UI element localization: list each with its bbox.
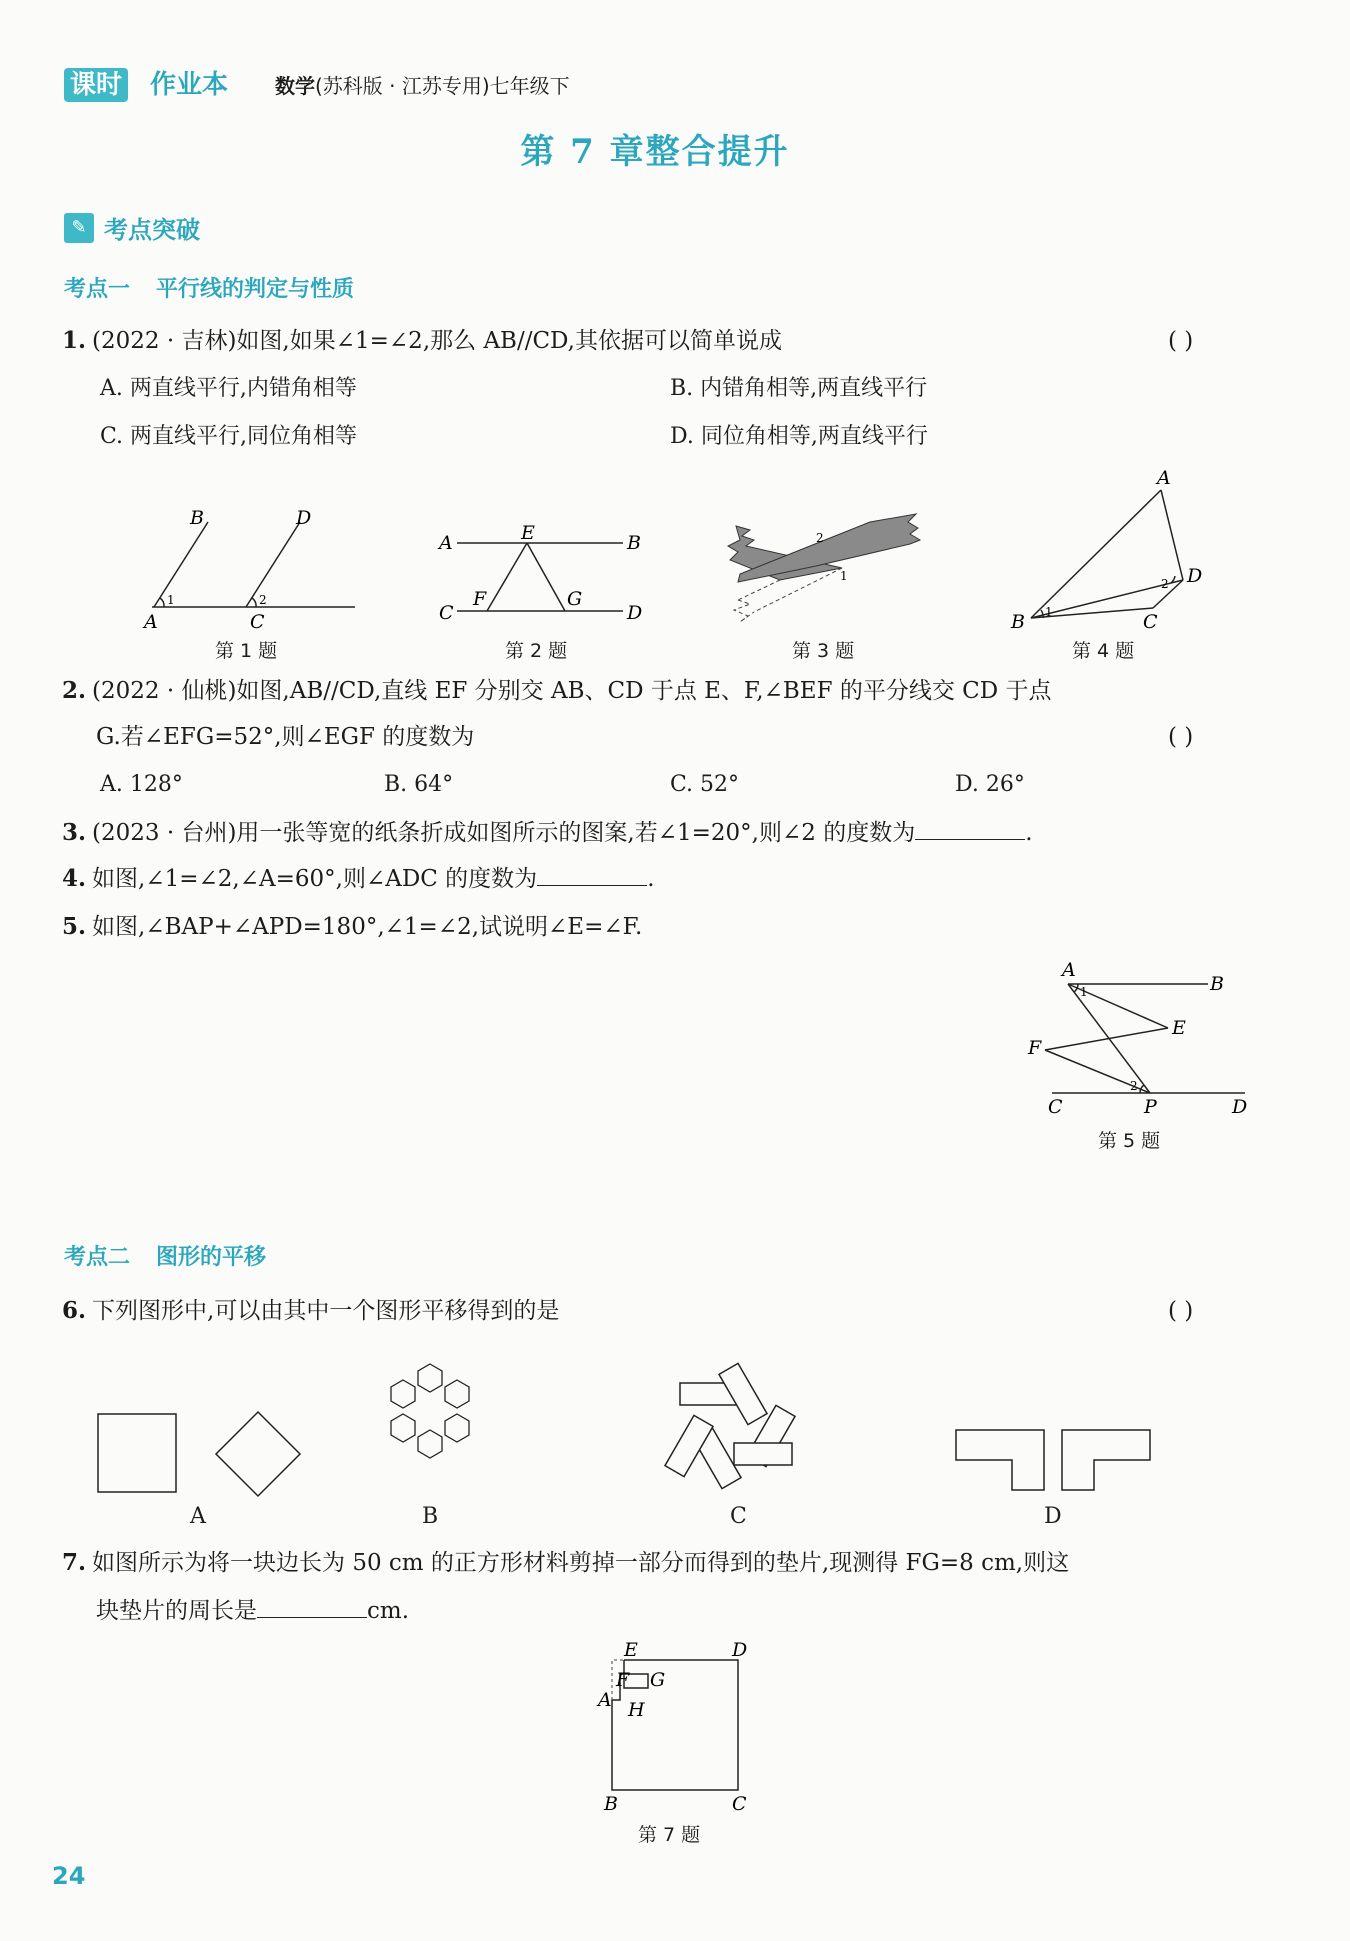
brand-logo: 课时	[64, 68, 128, 102]
option-b[interactable]: B. 64°	[384, 772, 454, 797]
label-p: P	[1144, 1096, 1157, 1118]
label-a: A	[144, 611, 158, 630]
question-7-cont	[96, 1594, 409, 1628]
figure-4	[1005, 468, 1220, 638]
topic-heading-1	[64, 272, 354, 303]
option-d[interactable]: D. 同位角相等,两直线平行	[670, 424, 928, 449]
option-a[interactable]: A. 128°	[100, 772, 183, 797]
label-d: D	[732, 1639, 748, 1661]
question-1	[62, 324, 782, 358]
caption-fig-5: 第 5 题	[1098, 1130, 1161, 1152]
caption-fig-4: 第 4 题	[1072, 640, 1135, 662]
question-3	[62, 816, 1033, 850]
option-label-a: A	[190, 1504, 206, 1529]
question-6	[62, 1294, 559, 1328]
angle-2: 2	[259, 593, 267, 607]
figure-6-b[interactable]	[375, 1360, 485, 1500]
label-c: C	[1048, 1096, 1063, 1118]
question-text: (2023 · 台州)用一张等宽的纸条折成如图所示的图案,若∠1=20°,则∠2 的度数为	[92, 820, 916, 846]
question-7	[62, 1546, 1069, 1580]
section-heading	[64, 210, 200, 245]
answer-paren-2[interactable]: ( )	[1168, 724, 1194, 750]
figure-7	[590, 1638, 760, 1818]
angle-1: 1	[840, 569, 848, 583]
figure-6-a[interactable]	[90, 1400, 310, 1510]
label-c: C	[732, 1793, 747, 1815]
brand-name: 作业本	[150, 70, 229, 100]
angle-1: 1	[167, 593, 175, 607]
label-c: C	[439, 602, 454, 624]
option-c[interactable]: C. 两直线平行,同位角相等	[100, 424, 358, 449]
option-c[interactable]: C. 52°	[670, 772, 740, 797]
caption-fig-7: 第 7 题	[638, 1824, 701, 1846]
figure-3	[720, 500, 930, 635]
option-label-b: B	[422, 1504, 439, 1529]
answer-paren-1[interactable]: ( )	[1168, 328, 1194, 354]
question-4	[62, 862, 655, 896]
subject-line	[275, 72, 570, 100]
topic-number: 考点二	[64, 1245, 131, 1270]
label-a: A	[1157, 468, 1171, 489]
figure-5	[1020, 958, 1260, 1118]
question-number: 1.	[62, 327, 87, 354]
label-c: C	[250, 611, 265, 630]
angle-1: 1	[1080, 985, 1088, 999]
answer-paren-6[interactable]: ( )	[1168, 1298, 1194, 1324]
label-h: H	[628, 1699, 645, 1721]
question-number: 5.	[62, 913, 87, 940]
label-d: D	[296, 507, 312, 529]
figure-6-c[interactable]	[660, 1345, 820, 1505]
angle-2: 2	[1130, 1079, 1138, 1093]
option-d[interactable]: D. 26°	[955, 772, 1025, 797]
question-number: 4.	[62, 865, 87, 892]
option-label-d: D	[1044, 1504, 1062, 1529]
answer-blank-3[interactable]	[915, 817, 1025, 840]
label-f: F	[473, 588, 487, 610]
caption-fig-2: 第 2 题	[505, 640, 568, 662]
question-text: 如图,∠1=∠2,∠A=60°,则∠ADC 的度数为	[92, 866, 538, 892]
angle-2: 2	[816, 531, 824, 545]
option-b[interactable]: B. 内错角相等,两直线平行	[670, 376, 928, 401]
label-d: D	[627, 602, 643, 624]
caption-fig-1: 第 1 题	[215, 640, 278, 662]
label-a: A	[1062, 959, 1076, 981]
figure-1	[140, 500, 370, 630]
label-e: E	[521, 522, 535, 544]
label-b: B	[190, 507, 204, 529]
label-c: C	[1143, 611, 1158, 633]
chapter-title: 第 7 章整合提升	[520, 132, 790, 172]
period: .	[1025, 820, 1033, 846]
label-e: E	[624, 1639, 638, 1661]
topic-name: 图形的平移	[156, 1245, 267, 1270]
angle-1: 1	[1045, 605, 1053, 619]
option-a[interactable]: A. 两直线平行,内错角相等	[100, 376, 357, 401]
question-number: 7.	[62, 1549, 87, 1576]
edition: (苏科版 · 江苏专用)七年级下	[315, 74, 570, 98]
label-a: A	[439, 532, 453, 554]
label-b: B	[1011, 611, 1025, 633]
question-text: 块垫片的周长是	[96, 1598, 257, 1624]
angle-2: 2	[1161, 577, 1169, 591]
label-g: G	[567, 588, 583, 610]
figure-6-d[interactable]	[950, 1420, 1170, 1500]
question-text: 如图所示为将一块边长为 50 cm 的正方形材料剪掉一部分而得到的垫片,现测得 FG=8 cm,则这	[92, 1550, 1070, 1576]
label-e: E	[1172, 1017, 1186, 1039]
label-f: F	[616, 1669, 630, 1691]
question-text: (2022 · 吉林)如图,如果∠1=∠2,那么 AB//CD,其依据可以简单说成	[92, 328, 782, 354]
answer-blank-7[interactable]	[257, 1595, 367, 1618]
label-d: D	[1187, 565, 1203, 587]
label-a: A	[598, 1689, 612, 1711]
label-g: G	[650, 1669, 666, 1691]
page-number: 24	[52, 1862, 86, 1890]
question-number: 2.	[62, 677, 87, 704]
topic-heading-2	[64, 1240, 266, 1271]
question-2	[62, 674, 1052, 708]
caption-fig-3: 第 3 题	[792, 640, 855, 662]
label-b: B	[1210, 973, 1224, 995]
label-f: F	[1028, 1037, 1042, 1059]
question-2-cont	[96, 720, 474, 754]
question-number: 6.	[62, 1297, 87, 1324]
label-b: B	[604, 1793, 618, 1815]
subject: 数学	[275, 74, 315, 98]
label-b: B	[627, 532, 641, 554]
pencil-icon: ✎	[64, 213, 94, 243]
period: .	[647, 866, 655, 892]
question-text: 如图,∠BAP+∠APD=180°,∠1=∠2,试说明∠E=∠F.	[92, 914, 643, 940]
unit-text: cm.	[367, 1598, 410, 1624]
question-text: 下列图形中,可以由其中一个图形平移得到的是	[92, 1298, 560, 1324]
section-label: 考点突破	[104, 216, 200, 244]
topic-name: 平行线的判定与性质	[156, 277, 355, 302]
question-text: G.若∠EFG=52°,则∠EGF 的度数为	[96, 724, 475, 750]
question-text: (2022 · 仙桃)如图,AB//CD,直线 EF 分别交 AB、CD 于点 E、F,∠BEF 的平分线交 CD 于点	[92, 678, 1052, 704]
figure-2	[435, 515, 650, 630]
question-5	[62, 910, 642, 944]
label-d: D	[1232, 1096, 1248, 1118]
option-label-c: C	[730, 1504, 747, 1529]
question-number: 3.	[62, 819, 87, 846]
answer-blank-4[interactable]	[537, 863, 647, 886]
topic-number: 考点一	[64, 277, 131, 302]
